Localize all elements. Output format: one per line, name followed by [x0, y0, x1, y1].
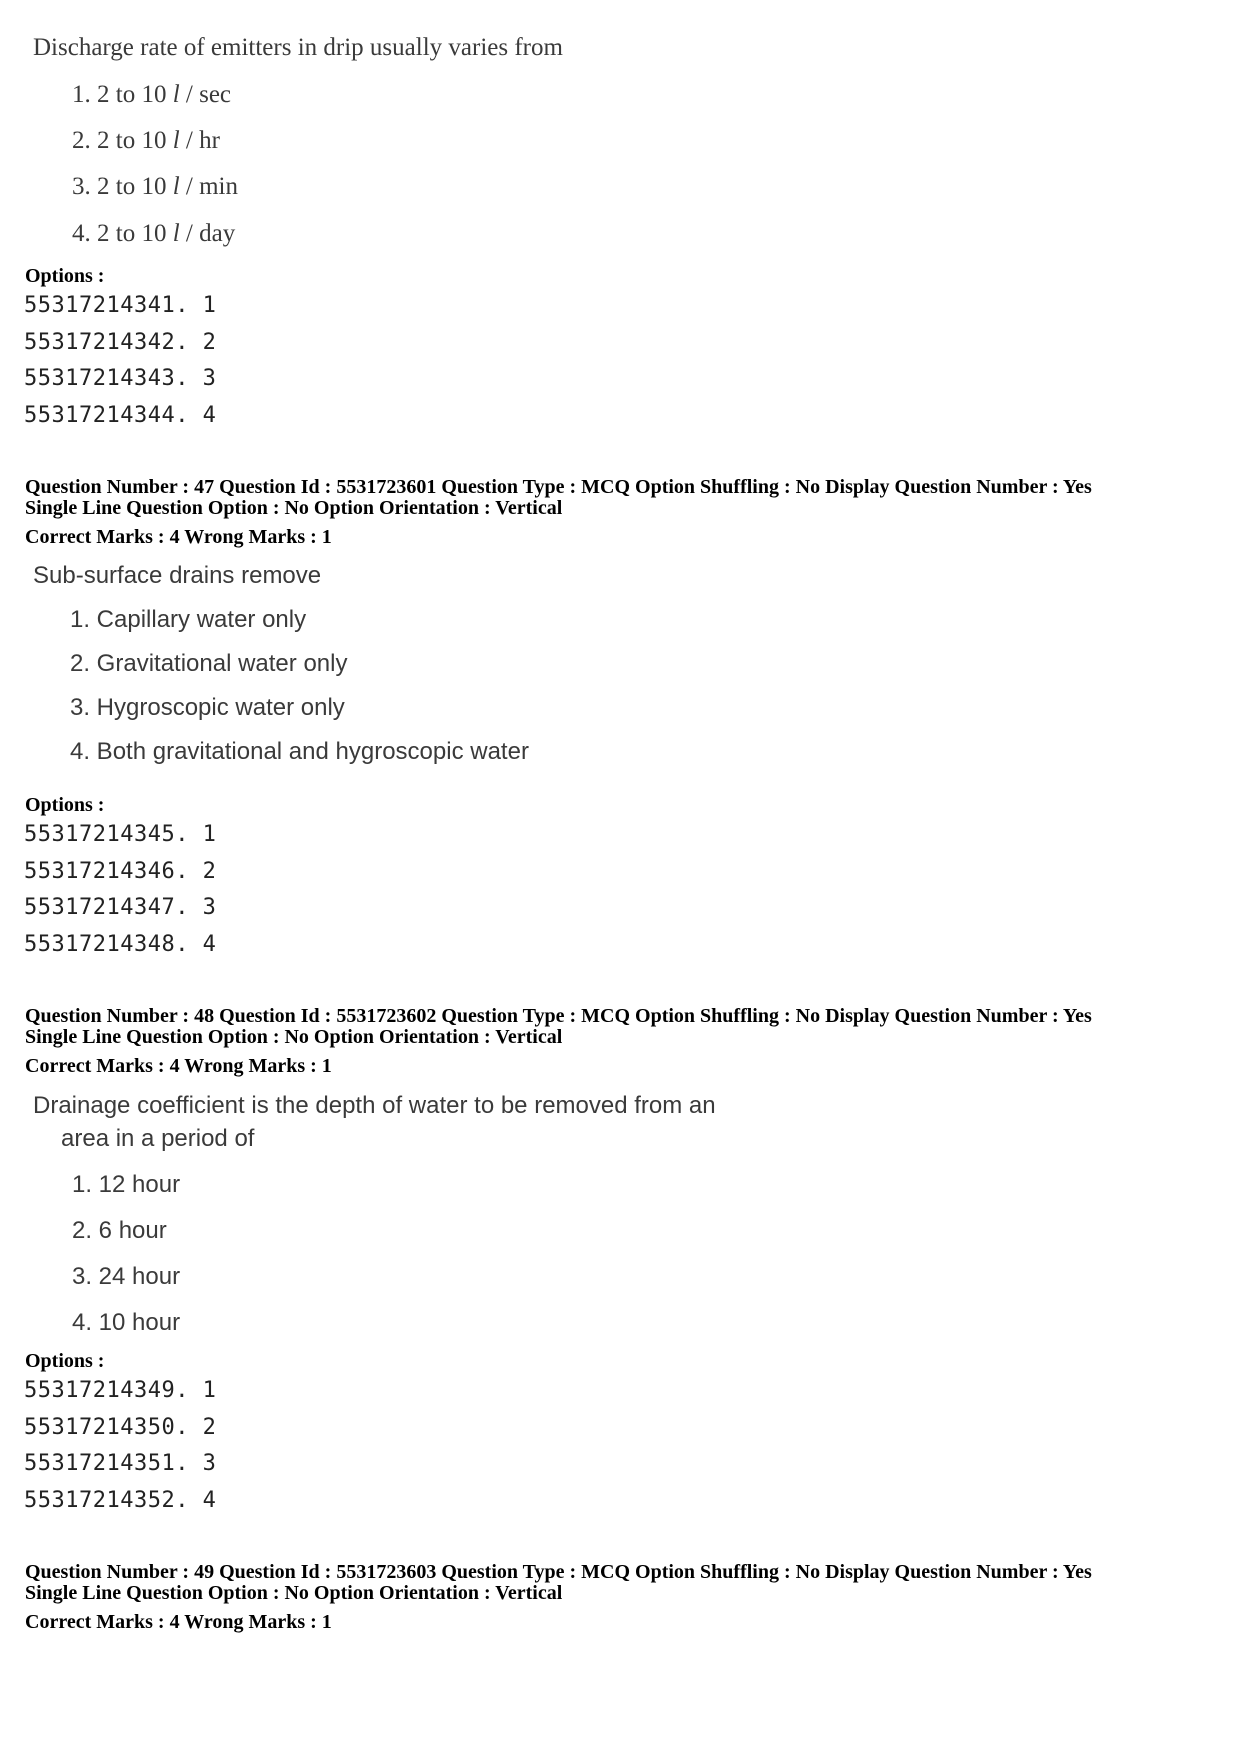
- choice-text: 2 to 10: [97, 127, 173, 154]
- question-48-header: Question Number : 48 Question Id : 5531723602 Question Type : MCQ Option Shuffling : No Display Question Number : Yes: [25, 1005, 1092, 1027]
- option-id-3: 55317214343. 3: [24, 366, 217, 391]
- question-49-marks: Correct Marks : 4 Wrong Marks : 1: [25, 1611, 332, 1633]
- question-46-choice-3: [72, 173, 238, 201]
- choice-text: 2 to 10: [97, 220, 173, 247]
- option-id-4: 55317214352. 4: [24, 1488, 217, 1513]
- question-47-header: Question Number : 47 Question Id : 5531723601 Question Type : MCQ Option Shuffling : No Display Question Number : Yes: [25, 476, 1092, 498]
- options-label: Options :: [25, 794, 105, 816]
- choice-unit: l: [172, 127, 180, 154]
- question-47-choice-4: 4. Both gravitational and hygroscopic water: [70, 738, 529, 765]
- option-id-3: 55317214351. 3: [24, 1451, 217, 1476]
- question-48-header-line-2: Single Line Question Option : No Option Orientation : Vertical: [25, 1026, 563, 1048]
- question-49-header-line-2: Single Line Question Option : No Option Orientation : Vertical: [25, 1582, 563, 1604]
- question-47-header-line-2: Single Line Question Option : No Option Orientation : Vertical: [25, 497, 563, 519]
- question-47-choice-1: 1. Capillary water only: [70, 606, 307, 633]
- choice-number: 3.: [72, 173, 91, 200]
- choice-suffix: / day: [179, 220, 236, 247]
- question-48-choice-3: 3. 24 hour: [72, 1263, 181, 1290]
- option-id-2: 55317214350. 2: [24, 1415, 217, 1440]
- choice-text: 2 to 10: [97, 81, 173, 108]
- option-id-4: 55317214344. 4: [24, 403, 217, 428]
- option-id-1: 55317214341. 1: [24, 293, 217, 318]
- question-47-marks: Correct Marks : 4 Wrong Marks : 1: [25, 526, 332, 548]
- choice-unit: l: [172, 220, 180, 247]
- option-id-2: 55317214342. 2: [24, 330, 217, 355]
- question-48-marks: Correct Marks : 4 Wrong Marks : 1: [25, 1055, 332, 1077]
- options-label: Options :: [25, 265, 105, 287]
- choice-suffix: / min: [179, 173, 238, 200]
- option-id-4: 55317214348. 4: [24, 932, 217, 957]
- option-id-1: 55317214349. 1: [24, 1378, 217, 1403]
- question-47-stem: Sub-surface drains remove: [33, 562, 322, 589]
- choice-suffix: / sec: [179, 81, 232, 108]
- question-46-choice-4: [72, 220, 235, 248]
- option-id-2: 55317214346. 2: [24, 859, 217, 884]
- question-46-stem: Discharge rate of emitters in drip usually varies from: [33, 34, 563, 61]
- choice-number: 4.: [72, 220, 91, 247]
- choice-number: 2.: [72, 127, 91, 154]
- question-48-choice-1: 1. 12 hour: [72, 1171, 181, 1198]
- question-46-choice-2: [72, 127, 220, 155]
- question-48-stem: Drainage coefficient is the depth of water to be removed from an: [33, 1092, 716, 1119]
- question-48-choice-4: 4. 10 hour: [72, 1309, 181, 1336]
- choice-text: 2 to 10: [97, 173, 173, 200]
- question-47-choice-3: 3. Hygroscopic water only: [70, 694, 345, 721]
- choice-number: 1.: [72, 81, 91, 108]
- choice-unit: l: [172, 173, 180, 200]
- options-label: Options :: [25, 1350, 105, 1372]
- option-id-3: 55317214347. 3: [24, 895, 217, 920]
- question-48-stem-line-2: area in a period of: [61, 1125, 255, 1152]
- question-47-choice-2: 2. Gravitational water only: [70, 650, 348, 677]
- choice-suffix: / hr: [179, 127, 220, 154]
- question-49-header: Question Number : 49 Question Id : 5531723603 Question Type : MCQ Option Shuffling : No Display Question Number : Yes: [25, 1561, 1092, 1583]
- option-id-1: 55317214345. 1: [24, 822, 217, 847]
- question-46-choice-1: [72, 81, 231, 109]
- choice-unit: l: [172, 81, 180, 108]
- question-48-choice-2: 2. 6 hour: [72, 1217, 167, 1244]
